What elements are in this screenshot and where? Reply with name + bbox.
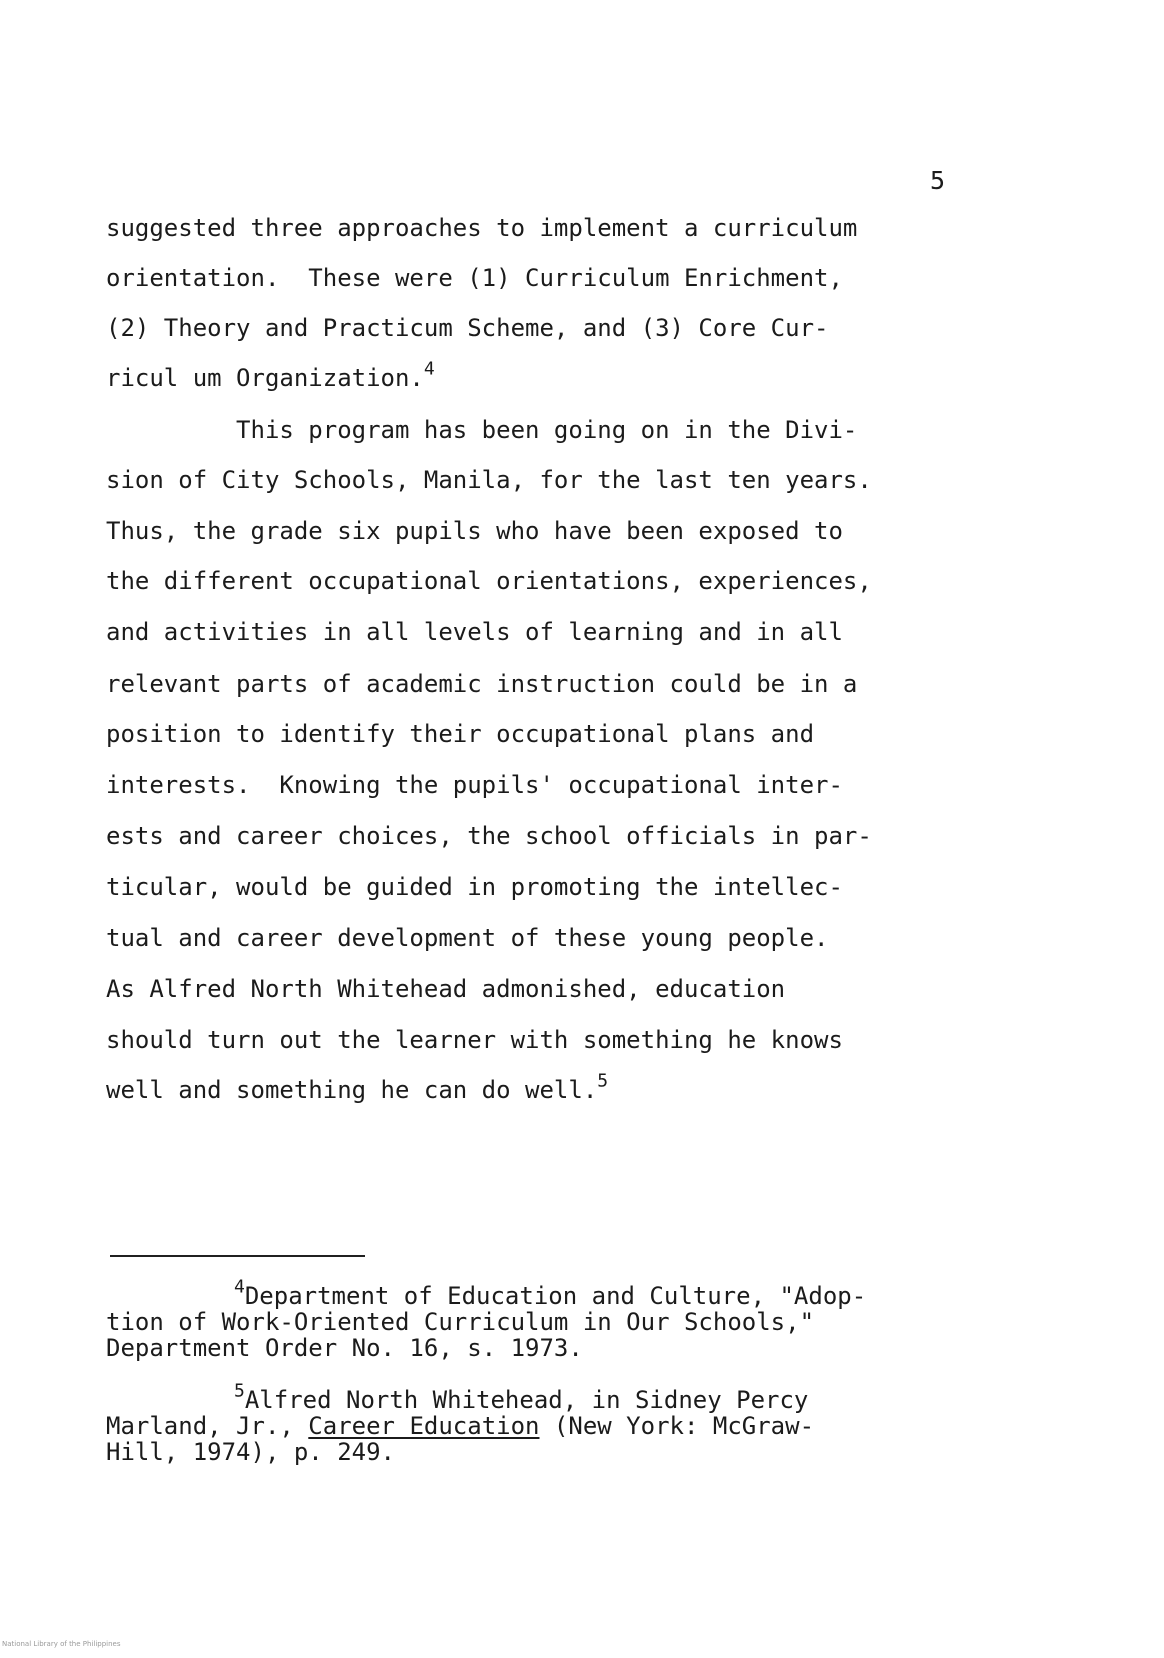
body-line: suggested three approaches to implement a curriculum [106,214,858,242]
body-line: As Alfred North Whitehead admonished, education [106,975,786,1003]
footnote-5-book-title: Career Education [308,1412,540,1440]
footnote-4-line: Department Order No. 16, s. 1973. [106,1334,583,1362]
footnote-5-line [106,1414,814,1438]
body-line-with-ref [106,1070,609,1104]
scan-footer: National Library of the Philippines [2,1640,121,1648]
body-line: orientation. These were (1) Curriculum Enrichment, [106,264,843,292]
footnote-ref-4: 4 [423,358,435,380]
footnote-4-text: Department of Education and Culture, "Adop- [244,1282,867,1310]
body-line: tual and career development of these young people. [106,924,829,952]
body-line: relevant parts of academic instruction could be in a [106,670,858,698]
body-line: should turn out the learner with something he knows [106,1026,843,1054]
body-line: ests and career choices, the school officials in par- [106,822,872,850]
footnote-5-line: Hill, 1974), p. 249. [106,1438,395,1466]
footnote-5-text-post: (New York: McGraw- [539,1412,815,1440]
body-line: (2) Theory and Practicum Scheme, and (3) Core Cur- [106,314,829,342]
body-line: the different occupational orientations, experiences, [106,567,872,595]
footnote-5-text: Alfred North Whitehead, in Sidney Percy [244,1386,809,1414]
footnote-4-line [106,1276,867,1310]
footnote-ref-5: 5 [597,1070,609,1092]
body-line: This program has been going on in the Divi- [106,416,858,444]
body-line: sion of City Schools, Manila, for the last ten years. [106,466,872,494]
footnote-5-marker: 5 [234,1380,245,1402]
body-line: position to identify their occupational plans and [106,720,815,748]
body-line-with-ref [106,358,435,392]
body-line: ticular, would be guided in promoting the intellec- [106,873,843,901]
footnote-4-line: tion of Work-Oriented Curriculum in Our Schools," [106,1308,815,1336]
body-line-text: ricul um Organization. [106,364,424,392]
footnote-4-marker: 4 [234,1276,245,1298]
body-line: Thus, the grade six pupils who have been exposed to [106,517,843,545]
footnote-5-text-pre: Marland, Jr., [106,1412,309,1440]
footnote-5-line [106,1380,809,1414]
body-line: and activities in all levels of learning and in all [106,618,843,646]
body-line: interests. Knowing the pupils' occupational inter- [106,771,843,799]
body-line-text: well and something he can do well. [106,1076,598,1104]
footnote-divider [110,1255,365,1257]
page-number: 5 [930,166,946,195]
